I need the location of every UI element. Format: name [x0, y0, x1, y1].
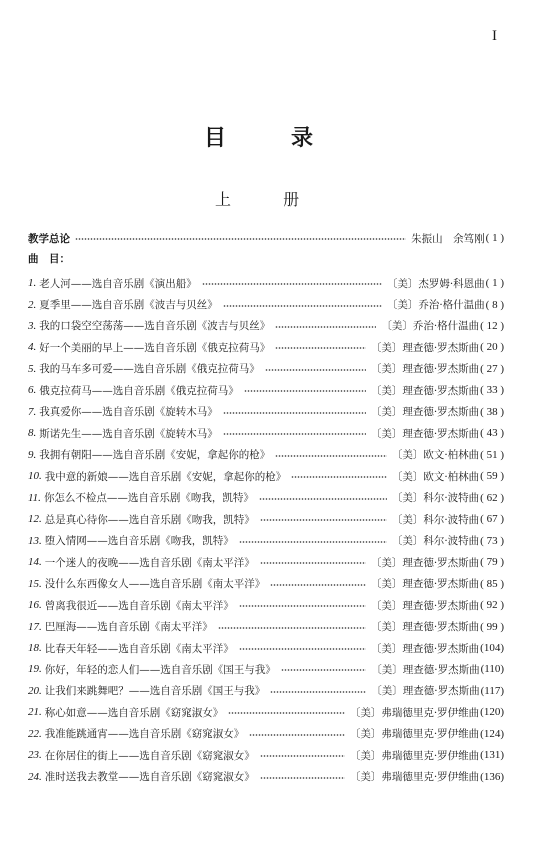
dot-leader	[228, 712, 345, 714]
dot-leader	[260, 519, 387, 521]
entry-composer: 〔美〕欧文·柏林曲	[391, 470, 480, 483]
entry-page: ( 92 )	[480, 599, 504, 612]
table-of-contents	[28, 228, 504, 788]
dot-leader	[291, 476, 387, 478]
entry-number: 9.	[28, 448, 37, 461]
entry-title: 夏季里——选自音乐剧《波吉与贝丝》	[39, 299, 218, 311]
entry-composer: 〔美〕乔治·格什温曲	[381, 320, 480, 333]
entry-composer: 〔美〕理查德·罗杰斯曲	[370, 599, 480, 612]
entry-page: (110)	[480, 663, 504, 676]
page-title: 目 录	[204, 126, 321, 151]
toc-entry	[28, 487, 504, 508]
volume-heading: 上 册	[215, 190, 306, 209]
entry-page: ( 59 )	[480, 470, 504, 483]
entry-title: 总是真心待你——选自音乐剧《吻我，凯特》	[44, 513, 255, 526]
entry-title: 我拥有朝阳——选自音乐剧《安妮，拿起你的枪》	[39, 449, 271, 462]
dot-leader	[270, 584, 366, 586]
entry-title: 你怎么不检点——选自音乐剧《吻我，凯特》	[43, 492, 254, 505]
entry-page: ( 73 )	[480, 534, 504, 547]
toc-entry	[28, 659, 504, 680]
toc-entry	[28, 594, 504, 615]
dot-leader	[260, 755, 345, 757]
entry-composer: 〔美〕理查德·罗杰斯曲	[370, 578, 480, 591]
entry-number: 12.	[28, 513, 42, 526]
toc-entry	[28, 723, 504, 744]
entry-number: 18.	[28, 642, 42, 654]
entry-composer: 〔美〕理查德·罗杰斯曲	[370, 363, 480, 376]
toc-entry	[28, 358, 504, 379]
entry-number: 2.	[28, 298, 37, 311]
entry-page: (120)	[480, 706, 504, 719]
toc-entry	[28, 380, 504, 401]
entry-page: ( 99 )	[480, 620, 504, 633]
entry-composer: 〔美〕理查德·罗杰斯曲	[370, 556, 480, 569]
dot-leader	[275, 326, 376, 328]
entry-title: 在你居住的街上——选自音乐剧《窈窕淑女》	[44, 749, 255, 762]
toc-entry	[28, 337, 504, 358]
entry-composer: 〔美〕理查德·罗杰斯曲	[370, 406, 480, 419]
entry-composer: 〔美〕科尔·波特曲	[391, 535, 480, 548]
entry-page: ( 43 )	[480, 427, 504, 440]
toc-entry	[28, 508, 504, 529]
entry-title: 我中意的新娘——选自音乐剧《安妮，拿起你的枪》	[44, 470, 287, 483]
entry-number: 10.	[28, 470, 42, 483]
entry-title: 老人河——选自音乐剧《演出船》	[39, 277, 197, 290]
entry-number: 20.	[28, 684, 42, 697]
entry-page: ( 38 )	[480, 405, 504, 418]
toc-entry-list	[28, 272, 504, 787]
entry-page: ( 8 )	[485, 298, 504, 311]
overview-page: ( 1 )	[485, 232, 504, 244]
entry-page: (104)	[480, 642, 504, 654]
toc-entry	[28, 423, 504, 444]
entry-composer: 〔美〕理查德·罗杰斯曲	[370, 427, 480, 440]
overview-label: 教学总论	[28, 232, 70, 245]
entry-composer: 〔美〕弗瑞德里克·罗伊维曲	[349, 706, 480, 719]
entry-title: 比春天年轻——选自音乐剧《南太平洋》	[44, 642, 234, 655]
entry-composer: 〔美〕理查德·罗杰斯曲	[370, 341, 480, 354]
entry-number: 3.	[28, 319, 37, 332]
entry-title: 曾离我很近——选自音乐剧《南太平洋》	[44, 599, 234, 612]
toc-entry	[28, 315, 504, 336]
dot-leader	[275, 455, 387, 457]
entry-page: ( 85 )	[480, 577, 504, 590]
entry-number: 5.	[28, 362, 37, 375]
entry-title: 巴厘海——选自音乐剧《南太平洋》	[44, 621, 213, 634]
entry-number: 13.	[28, 534, 42, 547]
dot-leader	[275, 347, 366, 349]
entry-number: 17.	[28, 620, 42, 633]
toc-entry	[28, 551, 504, 572]
entry-title: 我真爱你——选自音乐剧《旋转木马》	[39, 406, 218, 419]
entry-number: 1.	[28, 277, 37, 290]
dot-leader	[223, 412, 366, 414]
dot-leader	[75, 238, 406, 240]
entry-page: ( 79 )	[480, 556, 504, 569]
entry-page: ( 62 )	[480, 491, 504, 504]
entry-page: ( 20 )	[480, 341, 504, 354]
entry-title: 好一个美丽的早上——选自音乐剧《俄克拉荷马》	[39, 341, 271, 354]
toc-entry	[28, 444, 504, 465]
toc-entry	[28, 530, 504, 551]
dot-leader	[239, 648, 366, 650]
overview-authors: 朱振山 余笃刚	[411, 232, 485, 245]
entry-number: 15.	[28, 577, 42, 590]
entry-number: 8.	[28, 427, 37, 440]
entry-composer: 〔美〕弗瑞德里克·罗伊维曲	[349, 728, 480, 741]
entry-number: 11.	[28, 491, 41, 504]
entry-title: 让我们来跳舞吧？——选自音乐剧《国王与我》	[44, 685, 266, 698]
entry-number: 14.	[28, 556, 42, 569]
entry-number: 16.	[28, 599, 42, 612]
dot-leader	[260, 562, 366, 564]
section-heading-row	[28, 248, 504, 268]
entry-number: 6.	[28, 384, 37, 397]
toc-entry	[28, 745, 504, 766]
entry-title: 堕入情网——选自音乐剧《吻我，凯特》	[44, 535, 234, 548]
dot-leader	[281, 669, 366, 671]
dot-leader	[239, 605, 366, 607]
entry-page: ( 27 )	[480, 362, 504, 375]
dot-leader	[265, 369, 366, 371]
entry-number: 21.	[28, 706, 42, 719]
dot-leader	[270, 691, 366, 693]
dot-leader	[202, 283, 382, 285]
entry-page: (131)	[480, 749, 504, 762]
dot-leader	[249, 734, 345, 736]
dot-leader	[223, 305, 382, 307]
dot-leader	[259, 498, 387, 500]
entry-title: 一个迷人的夜晚——选自音乐剧《南太平洋》	[44, 556, 255, 569]
toc-entry	[28, 294, 504, 315]
entry-number: 23.	[28, 749, 42, 762]
entry-number: 4.	[28, 341, 37, 354]
entry-composer: 〔美〕理查德·罗杰斯曲	[370, 642, 480, 655]
entry-page: ( 51 )	[480, 448, 504, 461]
entry-title: 称心如意——选自音乐剧《窈窕淑女》	[44, 706, 224, 719]
entry-composer: 〔美〕杰罗姆·科恩曲	[386, 277, 485, 290]
entry-page: (117)	[480, 684, 504, 697]
entry-page: ( 33 )	[480, 384, 504, 397]
entry-title: 准时送我去教堂——选自音乐剧《窈窕淑女》	[44, 771, 255, 784]
entry-composer: 〔美〕科尔·波特曲	[391, 513, 480, 526]
entry-title: 我准能跳通宵——选自音乐剧《窈窕淑女》	[44, 728, 245, 741]
entry-page: ( 1 )	[485, 277, 504, 290]
entry-composer: 〔美〕乔治·格什温曲	[386, 299, 485, 311]
entry-title: 我的口袋空空荡荡——选自音乐剧《波吉与贝丝》	[39, 320, 271, 333]
entry-composer: 〔美〕弗瑞德里克·罗伊维曲	[349, 771, 480, 784]
toc-entry	[28, 702, 504, 723]
entry-number: 19.	[28, 663, 42, 676]
entry-page: ( 12 )	[480, 319, 504, 332]
toc-entry	[28, 401, 504, 422]
entry-composer: 〔美〕弗瑞德里克·罗伊维曲	[349, 749, 480, 762]
toc-entry	[28, 272, 504, 293]
toc-entry	[28, 680, 504, 701]
dot-leader	[218, 627, 366, 629]
entry-composer: 〔美〕欧文·柏林曲	[391, 449, 480, 462]
entry-title: 斯诺先生——选自音乐剧《旋转木马》	[39, 427, 218, 440]
entry-title: 俄克拉荷马——选自音乐剧《俄克拉荷马》	[39, 384, 239, 397]
dot-leader	[244, 390, 366, 392]
dot-leader	[239, 541, 387, 543]
entry-composer: 〔美〕理查德·罗杰斯曲	[371, 685, 480, 698]
toc-entry	[28, 616, 504, 637]
entry-number: 7.	[28, 405, 37, 418]
dot-leader	[260, 777, 345, 779]
entry-composer: 〔美〕科尔·波特曲	[391, 492, 480, 505]
entry-composer: 〔美〕理查德·罗杰斯曲	[371, 663, 480, 676]
toc-entry	[28, 637, 504, 658]
entry-composer: 〔美〕理查德·罗杰斯曲	[370, 621, 480, 634]
entry-title: 没什么东西像女人——选自音乐剧《南太平洋》	[44, 578, 266, 591]
section-label: 曲 目：	[28, 252, 70, 265]
entry-page: ( 67 )	[480, 513, 504, 526]
entry-title: 我的马车多可爱——选自音乐剧《俄克拉荷马》	[39, 363, 260, 376]
entry-page: (136)	[480, 770, 504, 783]
entry-number: 24.	[28, 770, 42, 783]
page-number: I	[492, 28, 497, 44]
entry-page: (124)	[480, 727, 504, 740]
toc-entry	[28, 766, 504, 787]
dot-leader	[223, 433, 366, 435]
entry-number: 22.	[28, 727, 42, 740]
toc-entry	[28, 573, 504, 594]
entry-composer: 〔美〕理查德·罗杰斯曲	[370, 384, 480, 397]
entry-title: 你好，年轻的恋人们——选自音乐剧《国王与我》	[44, 663, 276, 676]
toc-overview-row	[28, 228, 504, 248]
toc-entry	[28, 466, 504, 487]
